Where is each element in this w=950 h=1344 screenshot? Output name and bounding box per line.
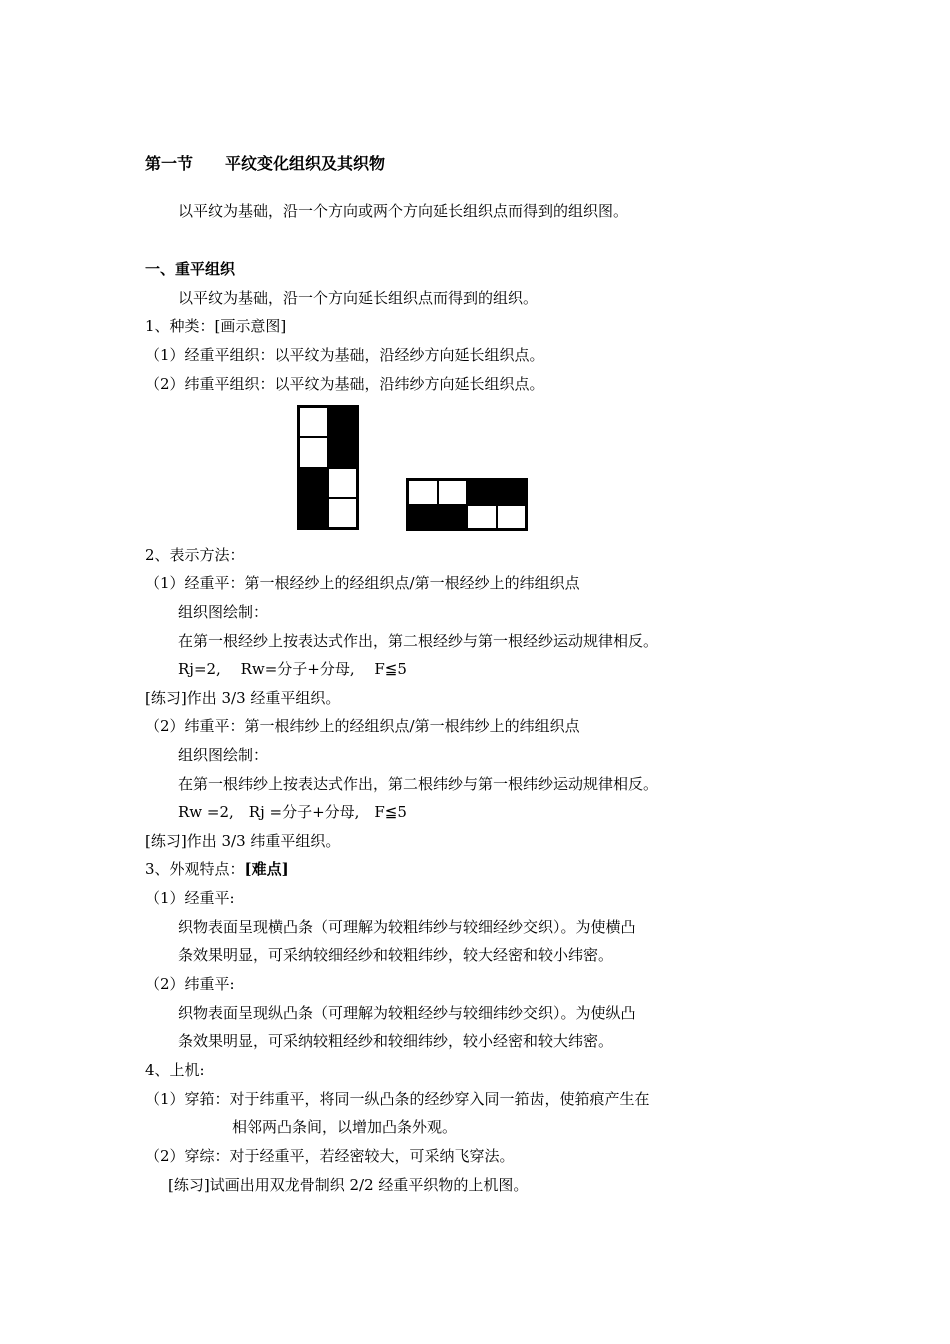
type-warp-rib: （1）经重平组织：以平纹为基础，沿经纱方向延长组织点。 (145, 346, 545, 364)
weave-cell (328, 407, 357, 437)
weave-cell (328, 498, 357, 528)
warp-rib-notation: （1）经重平：第一根经纱上的经组织点/第一根经纱上的纬组织点 (145, 574, 580, 592)
appearance-warp-text-2: 条效果明显，可采纳较细经纱和较粗纬纱，较大经密和较小纬密。 (178, 946, 614, 964)
appearance-warp-label: （1）经重平: (145, 889, 235, 907)
weft-draw-rule: 在第一根纬纱上按表达式作出，第二根纬纱与第一根纬纱运动规律相反。 (178, 775, 659, 793)
weave-cell (299, 498, 328, 528)
weave-cell (408, 505, 438, 530)
weave-cell (467, 480, 497, 505)
weave-cell (497, 480, 527, 505)
part1-heading: 一、重平组织 (145, 260, 236, 278)
weave-cell (438, 505, 468, 530)
notation-heading: 2、表示方法： (145, 546, 245, 564)
weft-formula: Rw =2, Rj =分子+分母, F≦5 (178, 803, 407, 821)
appearance-weft-label: （2）纬重平: (145, 975, 235, 993)
difficulty-mark: [难点] (244, 860, 289, 878)
appearance-heading (145, 859, 289, 879)
weft-exercise: [练习]作出 3/3 纬重平组织。 (145, 832, 341, 850)
weave-cell (408, 480, 438, 505)
part1-definition: 以平纹为基础，沿一个方向延长组织点而得到的组织。 (178, 289, 539, 307)
heald-line: （2）穿综：对于经重平，若经密较大，可采纳飞穿法。 (145, 1147, 515, 1165)
appearance-weft-text-2: 条效果明显，可采纳较粗经纱和较细纬纱，较小经密和较大纬密。 (178, 1032, 614, 1050)
weave-cell (299, 468, 328, 498)
weft-draw-label: 组织图绘制： (178, 746, 269, 764)
warp-exercise: [练习]作出 3/3 经重平组织。 (145, 689, 341, 707)
weft-rib-notation: （2）纬重平：第一根纬纱上的经组织点/第一根纬纱上的纬组织点 (145, 717, 580, 735)
type-weft-rib: （2）纬重平组织：以平纹为基础，沿纬纱方向延长组织点。 (145, 375, 545, 393)
appearance-weft-text-1: 织物表面呈现纵凸条（可理解为较粗经纱与较细纬纱交织）。为使纵凸 (178, 1004, 636, 1022)
weave-cell (497, 505, 527, 530)
weave-cell (328, 437, 357, 467)
warp-formula: Rj=2, Rw=分子+分母, F≦5 (178, 660, 407, 678)
warp-draw-label: 组织图绘制： (178, 603, 269, 621)
reed-line-1: （1）穿筘：对于纬重平，将同一纵凸条的经纱穿入同一筘齿，使筘痕产生在 (145, 1090, 650, 1108)
weave-cell (438, 480, 468, 505)
weft-rib-diagram (406, 478, 528, 531)
types-heading: 1、种类：[画示意图] (145, 317, 287, 335)
loom-heading: 4、上机: (145, 1061, 205, 1079)
reed-line-2: 相邻两凸条间，以增加凸条外观。 (232, 1118, 458, 1136)
weave-cell (467, 505, 497, 530)
intro-paragraph: 以平纹为基础，沿一个方向或两个方向延长组织点而得到的组织图。 (178, 202, 629, 220)
weave-cell (299, 437, 328, 467)
warp-rib-diagram (297, 405, 359, 530)
warp-draw-rule: 在第一根经纱上按表达式作出，第二根经纱与第一根经纱运动规律相反。 (178, 632, 659, 650)
appearance-warp-text-1: 织物表面呈现横凸条（可理解为较粗纬纱与较细经纱交织）。为使横凸 (178, 918, 636, 936)
weave-cell (328, 468, 357, 498)
loom-exercise: [练习]试画出用双龙骨制织 2/2 经重平织物的上机图。 (168, 1176, 529, 1194)
appearance-heading-text: 3、外观特点： (145, 860, 245, 878)
section-title: 第一节 平纹变化组织及其织物 (145, 154, 386, 173)
weave-cell (299, 407, 328, 437)
